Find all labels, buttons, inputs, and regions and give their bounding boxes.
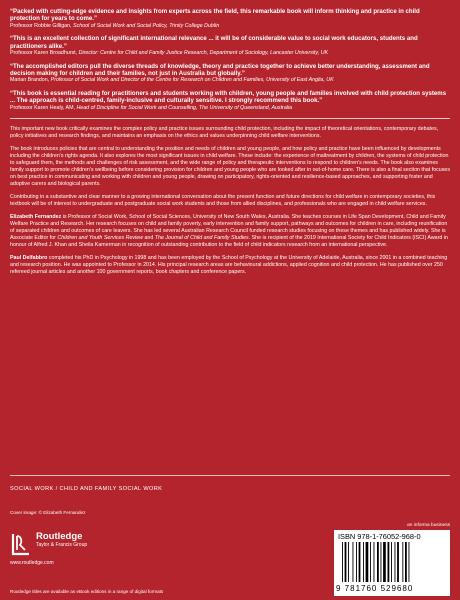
quote-person: Professor Karen Healy, AM, <box>10 104 75 111</box>
section-divider <box>10 118 450 119</box>
barcode-icon <box>342 542 418 584</box>
quote-role: Director: Centre for Child and Family Justice Research, Department of Sociology, Lancaster University, UK <box>78 49 329 56</box>
quote-attribution <box>10 105 450 112</box>
cover-content <box>10 8 450 282</box>
footer-divider <box>10 475 450 476</box>
quote-role: Head of Discipline for Social Work and Counselling, The University of Queensland, Australia <box>76 104 293 111</box>
journal-title: The Journal of Child and Family Studies <box>154 234 249 241</box>
endorsement-quote <box>10 8 450 29</box>
editor-bio <box>10 255 450 276</box>
bio-text: is Professor of Social Work, School of Social Sciences, University of New South Wales, Australia. She teaches courses in Life Span Development, Child and Family Welfare Practice and Research. Her research focuses on child and family poverty, early intervention and family support, pathways and outcomes for children in care, including reunification of separated children and outcomes of care leavers. She has led several Australian Research Council funded research studies focusing on these themes and has published widely. She is Associate Editor for <box>10 213 448 241</box>
endorsement-quote <box>10 63 450 84</box>
bio-text: . She is recipient of the 2019 International Society for Child Indicators (ISCI) Award in honour of Alfred J. Khan and Sheila Kamerman in recognition of outstanding contribution to the field of child indicators research from an international perspective. <box>10 234 448 248</box>
quote-role: Professor of Social Work and Director of the Centre for Research on Children and Families, University of East Anglia, UK <box>50 77 334 84</box>
routledge-logo-icon <box>10 532 32 556</box>
bio-text: and <box>143 234 155 241</box>
quote-person: Professor Robbie Gilligan, <box>10 22 72 29</box>
publisher-group: Taylor & Francis Group <box>36 542 88 548</box>
ebook-note: Routledge titles are available as eBook editions in a range of digital formats <box>10 589 164 594</box>
journal-title: Children and Youth Services Review <box>57 234 143 241</box>
informa-tagline: an informa business <box>407 523 450 528</box>
quote-text: “The accomplished editors pull the diverse threads of knowledge, theory and practice together to achieve better understanding, assessment and decision making for children and their families, not just in Australia but globally.” <box>10 62 430 78</box>
editor-bio <box>10 214 450 249</box>
publisher-name: Routledge <box>36 531 83 542</box>
subject-category: SOCIAL WORK / CHILD AND FAMILY SOCIAL WORK <box>10 486 163 492</box>
editor-name: Paul Delfabbro <box>10 254 48 261</box>
quote-text: “Packed with cutting-edge evidence and insights from experts across the field, this remarkable book will inform thinking and practice in child protection for years to come.” <box>10 8 420 23</box>
description-paragraph: Contributing in a substantive and clear manner to a growing international conversation about the present function and future directions for child welfare in contemporary societies, this textbook will be of interest to undergraduate and postgraduate social work students and those from allied disciplines, and professionals who are engaged in child welfare services. <box>10 193 436 207</box>
quote-person: Marian Brandon, <box>10 77 50 84</box>
quote-attribution <box>10 77 450 84</box>
quote-role: School of Social Work and Social Policy, Trinity College Dublin <box>73 22 220 29</box>
quote-attribution <box>10 50 450 57</box>
quote-attribution <box>10 23 450 30</box>
publisher-text <box>36 532 87 549</box>
quote-text: “This is an excellent collection of significant international relevance ... it will be of considerable value to social work educators, students and practitioners alike.” <box>10 35 418 50</box>
publisher-block <box>10 532 87 556</box>
description-paragraph: This important new book critically examines the complex policy and practice issues surrounding child protection, including the impact of theoretical orientations, contemporary debates, policy initiatives and research findings, and maintains an emphasis on the ethics and values underpinning child welfare interventions. <box>10 125 439 139</box>
bio-text: completed his PhD in Psychology in 1998 and has been employed by the School of Psychology at the University of Adelaide, Australia, since 2001 in a combined teaching and research position. He was appointed to Professor in 2014. His principal research areas are behavioural addictions, applied cognition and child protection. He has published over 250 refereed journal articles and another 100 government reports, book chapters and conference papers. <box>10 254 448 275</box>
quote-person: Professor Karen Broadhurst, <box>10 49 78 56</box>
publisher-website[interactable]: www.routledge.com <box>10 560 54 566</box>
barcode-digits: 9 781760 529680 <box>336 584 414 593</box>
endorsement-quote <box>10 90 450 111</box>
quote-text: “This book is essential reading for practitioners and students working with children, young people and families involved with child protection systems ... The approach is child-centred, family-inclusive and culturally sensitive. I strongly recommend this book.” <box>10 90 447 105</box>
editor-name: Elizabeth Fernandez <box>10 213 62 220</box>
cover-image-credit: Cover image: © Elizabeth Fernandez <box>10 510 86 515</box>
isbn-number: ISBN 978-1-76052-968-0 <box>338 532 421 541</box>
isbn-barcode <box>334 530 450 596</box>
endorsement-quote <box>10 35 450 56</box>
description-paragraph: The book introduces policies that are central to understanding the position and needs of children and young people, and how policy and practice have been influenced by developments including the children’s rights agenda. It also explores the most significant issues in child welfare. These include: the experience of maltreatment by children, the systems of child protection to safeguard them, the methods and challenges of risk assessment, and the wide range of policy and therapeutic interventions to respond to children’s needs. The book also examines family support to promote children’s wellbeing before considering provision for children and young people who are looked after in out-of-home care. There is also a final section that focuses on best practice in communicating and working with children and young people, drawing on participatory, rights-oriented and resilience-based approaches, and supporting foster and adoptive carers and biological parents. <box>10 145 450 187</box>
